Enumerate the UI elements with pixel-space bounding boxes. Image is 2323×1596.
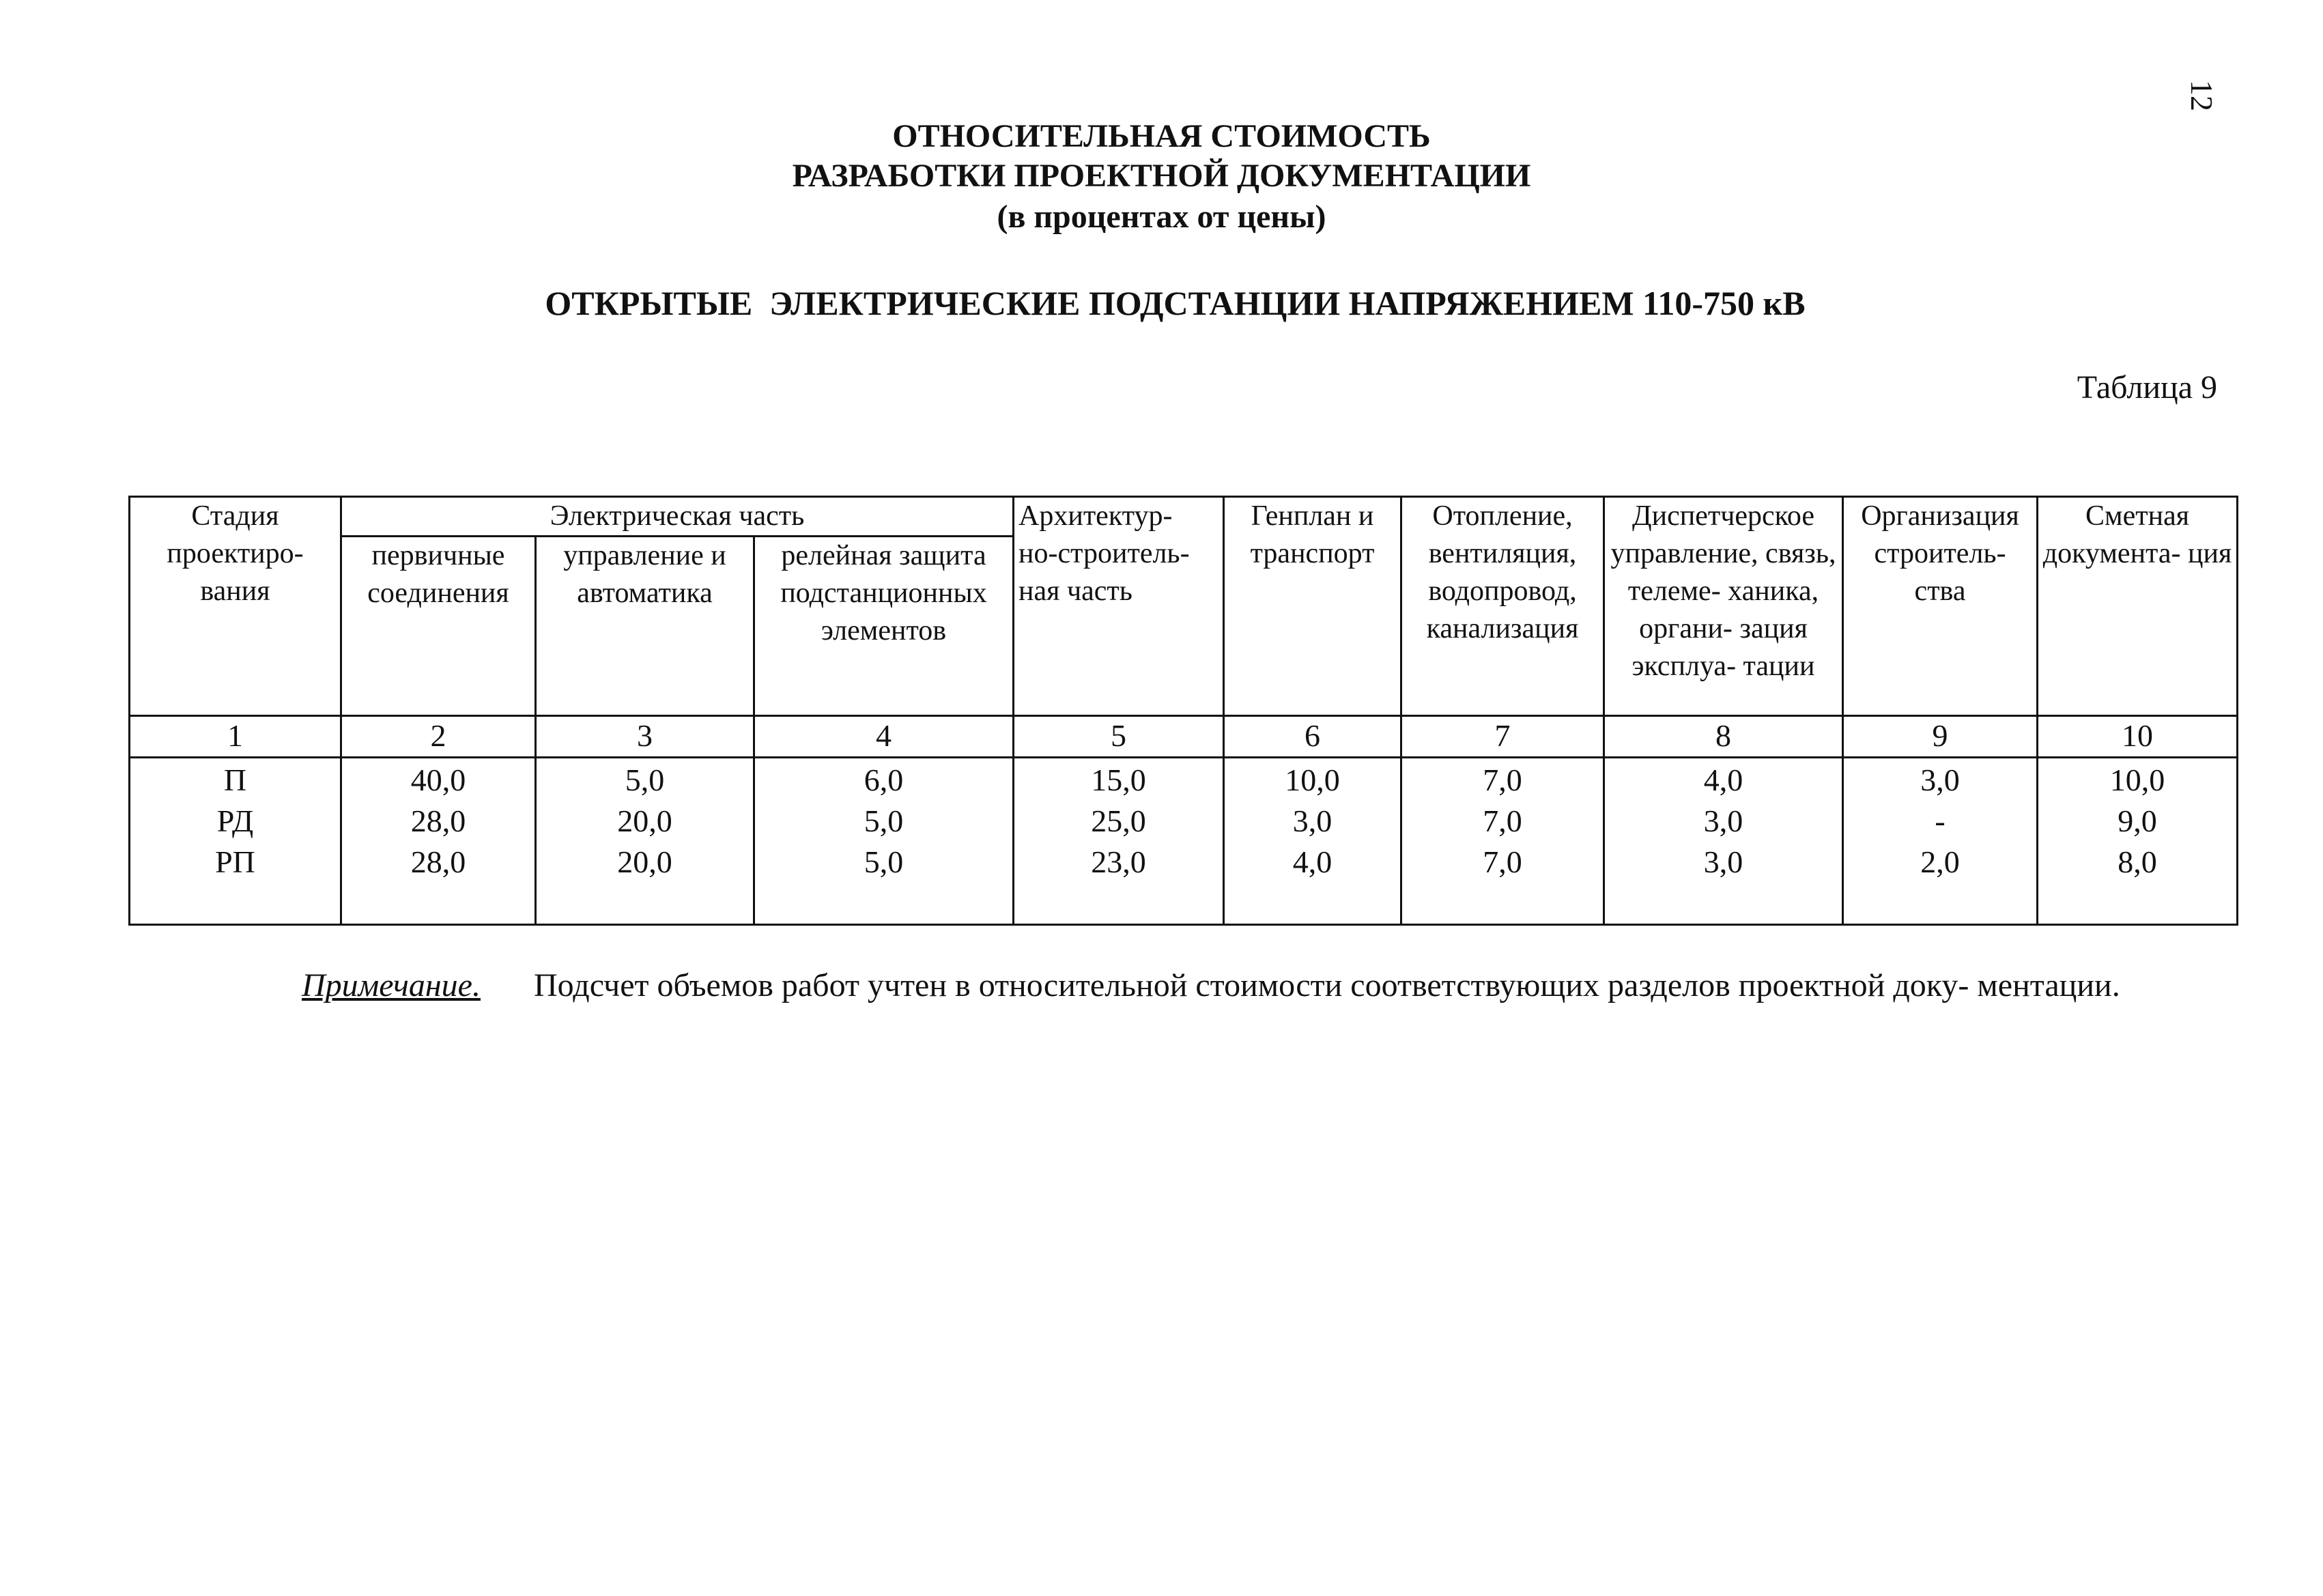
title-line-2: РАЗРАБОТКИ ПРОЕКТНОЙ ДОКУМЕНТАЦИИ [792,158,1531,194]
dispatch-value: 3,0 [1703,803,1743,838]
header-genplan: Генплан и транспорт [1224,497,1401,716]
header-row-1 [130,497,2238,537]
column-number: 10 [2038,716,2238,758]
primary-value: 28,0 [410,844,466,879]
header-control: управление и автоматика [536,537,754,716]
header-estimate: Сметная документа- ция [2038,497,2238,716]
table-label: Таблица 9 [2077,369,2217,405]
architecture-value: 15,0 [1091,763,1146,797]
column-number: 4 [754,716,1014,758]
column-number: 6 [1224,716,1401,758]
column-number-row [130,716,2238,758]
stage-value: П [223,763,247,797]
control-value: 5,0 [625,763,665,797]
column-number: 2 [341,716,536,758]
header-stage: Стадия проектиро- вания [130,497,341,716]
estimate-value: 8,0 [2118,844,2157,879]
cell-architecture [1014,758,1224,925]
genplan-value: 3,0 [1292,803,1332,838]
dispatch-value: 3,0 [1703,844,1743,879]
column-number: 8 [1604,716,1843,758]
table-subtitle: ОТКРЫТЫЕ ЭЛЕКТРИЧЕСКИЕ ПОДСТАНЦИИ НАПРЯЖЕНИЕМ 110-750 кВ [545,284,1806,322]
genplan-value: 10,0 [1285,763,1340,797]
control-value: 20,0 [617,844,672,879]
cost-table [128,496,2238,926]
relay-value: 6,0 [864,763,904,797]
cell-genplan [1224,758,1401,925]
organization-value: 2,0 [1920,844,1960,879]
relay-value: 5,0 [864,844,904,879]
estimate-value: 9,0 [2118,803,2157,838]
stage-value: РП [215,844,255,879]
column-number: 7 [1401,716,1604,758]
cell-relay [754,758,1014,925]
header-architecture: Архитектур- но-строитель- ная часть [1014,497,1224,716]
header-primary: первичные соединения [341,537,536,716]
cell-heating [1401,758,1604,925]
note-label: Примечание. [302,967,481,1003]
cell-stage [130,758,341,925]
heating-value: 7,0 [1483,844,1522,879]
title-line-3: (в процентах от цены) [997,199,1326,235]
column-number: 1 [130,716,341,758]
architecture-value: 25,0 [1091,803,1146,838]
genplan-value: 4,0 [1292,844,1332,879]
title-line-1: ОТНОСИТЕЛЬНАЯ СТОИМОСТЬ [892,118,1431,154]
heating-value: 7,0 [1483,803,1522,838]
stage-value: РД [216,803,254,838]
header-electrical-group: Электрическая часть [341,497,1014,537]
header-organization: Организация строитель- ства [1843,497,2038,716]
header-heating: Отопление, вентиляция, водопровод, канализация [1401,497,1604,716]
cell-control [536,758,754,925]
cell-primary [341,758,536,925]
organization-value: - [1935,803,1946,838]
column-number: 9 [1843,716,2038,758]
data-row [130,758,2238,925]
cell-dispatch [1604,758,1843,925]
header-relay: релейная защита подстанционных элементов [754,537,1014,716]
estimate-value: 10,0 [2109,763,2165,797]
column-number: 3 [536,716,754,758]
page-number: 12 [2184,80,2219,111]
primary-value: 40,0 [410,763,466,797]
relay-value: 5,0 [864,803,904,838]
cell-organization [1843,758,2038,925]
dispatch-value: 4,0 [1703,763,1743,797]
organization-value: 3,0 [1920,763,1960,797]
architecture-value: 23,0 [1091,844,1146,879]
cell-estimate [2038,758,2238,925]
header-dispatch: Диспетчерское управление, связь, телеме- ханика, органи- зация эксплуа- тации [1604,497,1843,716]
control-value: 20,0 [617,803,672,838]
heating-value: 7,0 [1483,763,1522,797]
primary-value: 28,0 [410,803,466,838]
note-text: Подсчет объемов работ учтен в относительной стоимости соответствующих разделов проектной доку- ментации. [534,967,2120,1003]
column-number: 5 [1014,716,1224,758]
